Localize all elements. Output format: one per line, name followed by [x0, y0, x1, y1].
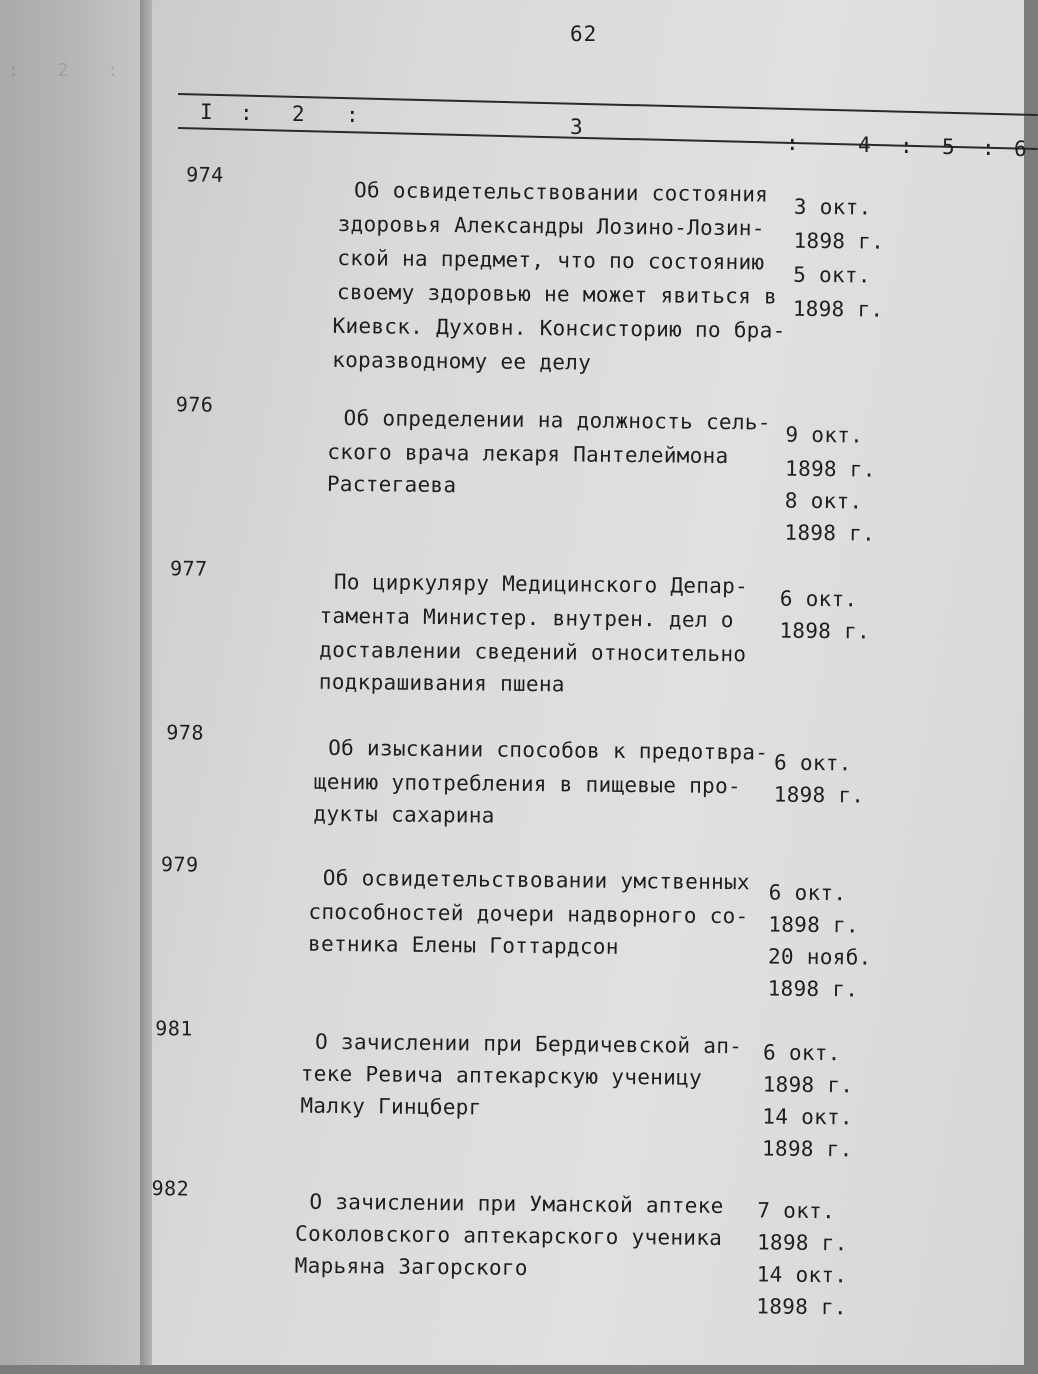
column-separator: :: [900, 134, 913, 158]
entry-number: 981: [155, 1016, 193, 1041]
column-separator: :: [982, 136, 995, 160]
entry-text-line: ской на предмет, что по состоянию: [337, 245, 765, 275]
entry-text-line: теке Ревича аптекарскую ученицу: [300, 1061, 703, 1090]
entry-date-line: 6 окт.: [773, 750, 852, 776]
entry-text-line: тамента Министер. внутрен. дел о: [319, 603, 734, 633]
document-page: [151, 0, 1027, 1365]
entry-text-line: Об освидетельствовании умственных: [322, 865, 751, 895]
entry-date-line: 7 окт.: [757, 1198, 836, 1224]
column-header-1: I: [200, 100, 213, 124]
entry-text-line: Растегаева: [326, 471, 457, 498]
entry-date-line: 1898 г.: [768, 912, 860, 938]
entry-text-line: ского врача лекаря Пантелеймона: [327, 439, 729, 469]
entry-text-line: щению употребления в пищевые про-: [313, 769, 742, 799]
entry-number: 979: [160, 852, 199, 877]
entry-date-line: 1898 г.: [756, 1230, 848, 1256]
page-number: 62: [570, 22, 598, 46]
entry-text-line: Киевск. Духовн. Консисторию по бра-: [332, 313, 786, 343]
entry-text-line: коразводному ее делу: [332, 347, 592, 375]
entry-number: 977: [169, 556, 208, 581]
entry-date-line: 3 окт.: [793, 194, 872, 220]
entry-date-line: 1898 г.: [767, 976, 859, 1002]
entry-text-line: способностей дочери надворного со-: [308, 899, 749, 929]
column-separator: :: [346, 103, 359, 127]
entry-number: 974: [186, 162, 224, 187]
entry-date-line: 20 нояб.: [767, 944, 872, 970]
entry-date-line: 8 окт.: [784, 488, 863, 514]
previous-page-bleed: : 2 :: [8, 60, 133, 81]
entry-text-line: доставлении сведений относительно: [319, 637, 747, 667]
entry-date-line: 1898 г.: [756, 1294, 848, 1320]
entry-text-line: Об определении на должность сель-: [343, 406, 771, 435]
entry-number: 978: [166, 720, 205, 745]
column-header-6: 6: [1014, 137, 1027, 161]
column-header-3: 3: [570, 115, 583, 139]
entry-date-line: 6 окт.: [768, 880, 847, 906]
column-separator: :: [240, 101, 253, 125]
entry-text-line: подкрашивания пшена: [318, 669, 565, 697]
column-header-2: 2: [292, 102, 305, 126]
entry-text-line: По циркуляру Медицинского Депар-: [333, 569, 749, 599]
entry-date-line: 1898 г.: [762, 1072, 854, 1098]
register-table: [138, 0, 1024, 1374]
entry-date-line: 1898 г.: [785, 456, 876, 482]
entry-date-line: 6 окт.: [762, 1040, 841, 1066]
entry-number: 976: [175, 392, 214, 417]
entry-text-line: О зачислении при Уманской аптеке: [309, 1189, 724, 1219]
entry-text-line: своему здоровью не может явиться в: [336, 279, 778, 309]
entry-text-line: Об изыскании способов к предотвра-: [328, 735, 769, 765]
entry-text-line: Марьяна Загорского: [294, 1253, 528, 1281]
entry-date-line: 14 окт.: [762, 1104, 854, 1130]
entry-date-line: 1898 г.: [793, 228, 885, 254]
entry-date-line: 6 окт.: [779, 586, 858, 612]
entry-date-line: 1898 г.: [779, 618, 871, 644]
entry-text-line: О зачислении при Бердичевской ап-: [314, 1029, 743, 1059]
column-separator: :: [786, 131, 799, 155]
entry-text-line: Малку Гинцберг: [300, 1093, 482, 1120]
entry-text-line: Об освидетельствовании состояния: [353, 178, 769, 207]
column-header-5: 5: [942, 135, 955, 159]
entry-text-line: дукты сахарина: [313, 801, 495, 828]
entry-number: 982: [151, 1176, 190, 1201]
entry-date-line: 1898 г.: [784, 520, 876, 546]
entry-text-line: Соколовского аптекарского ученика: [294, 1221, 723, 1251]
entry-date-line: 5 окт.: [793, 262, 871, 288]
column-header-4: 4: [858, 133, 871, 157]
entry-date-line: 9 окт.: [785, 422, 864, 448]
previous-page-edge: [0, 0, 150, 1365]
entry-date-line: 1898 г.: [792, 296, 884, 322]
entry-date-line: 1898 г.: [761, 1136, 853, 1162]
entry-text-line: ветника Елены Готтардсон: [308, 931, 619, 959]
entry-date-line: 14 окт.: [756, 1262, 848, 1288]
entry-text-line: здоровья Александры Лозино-Лозин-: [337, 211, 765, 241]
entry-date-line: 1898 г.: [773, 782, 865, 808]
